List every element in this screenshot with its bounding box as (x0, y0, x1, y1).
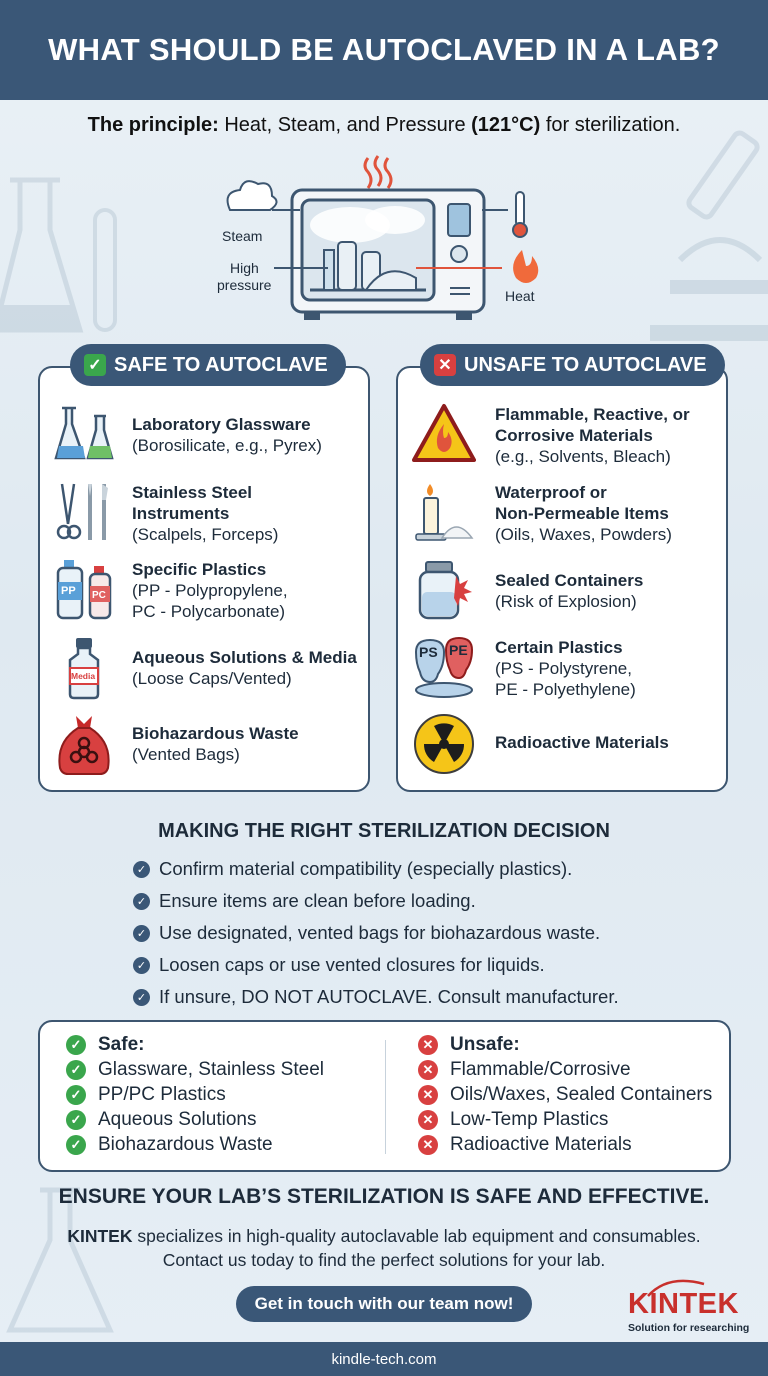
summary-unsafe-head: Unsafe: (450, 1033, 520, 1055)
summary-unsafe-item: Low-Temp Plastics (450, 1108, 609, 1130)
safe-heading: SAFE TO AUTOCLAVE (114, 353, 328, 376)
summary-unsafe-item: Radioactive Materials (450, 1133, 632, 1155)
media-tag: Media (71, 671, 96, 681)
safe-item-detail: (Vented Bags) (132, 745, 240, 764)
safe-item-title: Biohazardous Waste (132, 724, 299, 743)
page-header (0, 0, 768, 100)
x-circle-icon: ✕ (418, 1060, 438, 1080)
summary-box (38, 1020, 731, 1172)
summary-safe-item: Biohazardous Waste (98, 1133, 273, 1155)
background-microscope-icon (640, 110, 768, 350)
steam-label: Steam (222, 228, 263, 244)
contact-button[interactable]: Get in touch with our team now! (236, 1286, 532, 1322)
pressure-label-1: High (230, 260, 259, 276)
unsafe-item-title-2: Corrosive Materials (495, 426, 653, 445)
decision-checklist (133, 853, 619, 1013)
media-bottle-icon (52, 636, 116, 700)
background-beaker-icon (0, 170, 120, 350)
unsafe-item-title-2: Non-Permeable Items (495, 504, 669, 523)
x-circle-icon: ✕ (418, 1085, 438, 1105)
summary-unsafe-item: Oils/Waxes, Sealed Containers (450, 1083, 713, 1105)
unsafe-item-title: Flammable, Reactive, or (495, 405, 690, 424)
sealed-jar-icon (412, 558, 476, 622)
candle-powder-icon (412, 480, 476, 544)
safe-item-detail: (PP - Polypropylene, (132, 581, 288, 600)
check-circle-icon: ✓ (66, 1135, 86, 1155)
cta-brand: KINTEK (67, 1226, 133, 1246)
flask-icon (52, 402, 116, 466)
summary-divider (385, 1040, 386, 1154)
logo-tagline: Solution for researching (628, 1322, 750, 1334)
check-circle-icon: ✓ (133, 989, 150, 1006)
decision-point (133, 885, 619, 917)
cta-line-2: Contact us today to find the perfect solutions for your lab. (162, 1250, 606, 1270)
x-box-icon: ✕ (434, 354, 456, 376)
x-circle-icon: ✕ (418, 1110, 438, 1130)
principle-text: Heat, Steam, and Pressure (218, 114, 472, 136)
unsafe-item-title: Radioactive Materials (495, 733, 669, 752)
heat-label: Heat (505, 288, 535, 304)
unsafe-item-detail-2: PE - Polyethylene) (495, 680, 636, 699)
pc-tag: PC (92, 590, 106, 601)
cta-line-1-text: specializes in high-quality autoclavable lab equipment and consumables. (132, 1226, 701, 1246)
decision-point-text: Ensure items are clean before loading. (159, 890, 476, 911)
autoclave-illustration (200, 150, 570, 325)
summary-safe-item: PP/PC Plastics (98, 1083, 226, 1105)
instruments-icon (52, 480, 116, 544)
x-circle-icon: ✕ (418, 1035, 438, 1055)
pp-tag: PP (61, 585, 76, 597)
check-circle-icon: ✓ (133, 861, 150, 878)
unsafe-item-title: Waterproof or (495, 483, 607, 502)
summary-unsafe-column (418, 1032, 712, 1157)
decision-point-text: Loosen caps or use vented closures for liquids. (159, 954, 545, 975)
check-circle-icon: ✓ (66, 1060, 86, 1080)
principle-temp: (121°C) (471, 114, 541, 136)
logo-word: KINTEK (628, 1288, 739, 1320)
page-footer (0, 1342, 768, 1376)
cta-title: ENSURE YOUR LAB’S STERILIZATION IS SAFE AND EFFECTIVE. (58, 1185, 710, 1208)
summary-safe-item: Aqueous Solutions (98, 1108, 257, 1130)
principle-lead: The principle: (87, 114, 219, 136)
safe-item-detail-2: PC - Polycarbonate) (132, 602, 286, 621)
unsafe-item-detail: (PS - Polystyrene, (495, 659, 632, 678)
unsafe-item-detail: (Risk of Explosion) (495, 592, 637, 611)
cta-line-1 (0, 1226, 768, 1247)
summary-safe-item: Glassware, Stainless Steel (98, 1058, 324, 1080)
safe-item-title-2: Instruments (132, 504, 230, 523)
unsafe-item-detail: (Oils, Waxes, Powders) (495, 525, 672, 544)
check-circle-icon: ✓ (66, 1035, 86, 1055)
safe-item-title: Stainless Steel (132, 483, 253, 502)
decision-point-text: Confirm material compatibility (especially plastics). (159, 858, 573, 879)
ps-tag: PS (419, 644, 438, 660)
check-circle-icon: ✓ (66, 1110, 86, 1130)
decision-point-text: If unsure, DO NOT AUTOCLAVE. Consult manufacturer. (159, 986, 619, 1007)
decision-point (133, 981, 619, 1013)
check-circle-icon: ✓ (133, 893, 150, 910)
decision-title: MAKING THE RIGHT STERILIZATION DECISION (158, 820, 610, 842)
safe-item-title: Specific Plastics (132, 560, 267, 579)
pressure-label-2: pressure (217, 277, 272, 293)
summary-unsafe-item: Flammable/Corrosive (450, 1058, 631, 1080)
pe-tag: PE (449, 642, 468, 658)
flammable-warning-icon (412, 402, 476, 466)
check-circle-icon: ✓ (133, 957, 150, 974)
unsafe-heading: UNSAFE TO AUTOCLAVE (464, 353, 707, 376)
unsafe-item-title: Certain Plastics (495, 638, 623, 657)
safe-item-title: Aqueous Solutions & Media (132, 648, 357, 667)
radioactive-icon (412, 712, 476, 776)
summary-safe-column (66, 1032, 324, 1157)
check-box-icon: ✓ (84, 354, 106, 376)
check-circle-icon: ✓ (66, 1085, 86, 1105)
kintek-logo (628, 1282, 756, 1334)
safe-item-title: Laboratory Glassware (132, 415, 311, 434)
decision-point-text: Use designated, vented bags for biohazardous waste. (159, 922, 601, 943)
decision-point (133, 853, 619, 885)
x-circle-icon: ✕ (418, 1135, 438, 1155)
summary-safe-head: Safe: (98, 1033, 145, 1055)
safe-heading-pill (70, 344, 346, 386)
decision-point (133, 949, 619, 981)
principle-tail: for sterilization. (540, 114, 681, 136)
safe-item-detail: (Scalpels, Forceps) (132, 525, 279, 544)
unsafe-item-title: Sealed Containers (495, 571, 644, 590)
unsafe-heading-pill (420, 344, 725, 386)
unsafe-item-detail: (e.g., Solvents, Bleach) (495, 447, 671, 466)
safe-item-detail: (Loose Caps/Vented) (132, 669, 292, 688)
footer-url[interactable]: kindle-tech.com (331, 1350, 437, 1368)
principle-statement (0, 114, 768, 137)
decision-point (133, 917, 619, 949)
safe-item-detail: (Borosilicate, e.g., Pyrex) (132, 436, 322, 455)
check-circle-icon: ✓ (133, 925, 150, 942)
biohazard-bag-icon (52, 712, 116, 776)
page-title: WHAT SHOULD BE AUTOCLAVED IN A LAB? (48, 32, 720, 67)
